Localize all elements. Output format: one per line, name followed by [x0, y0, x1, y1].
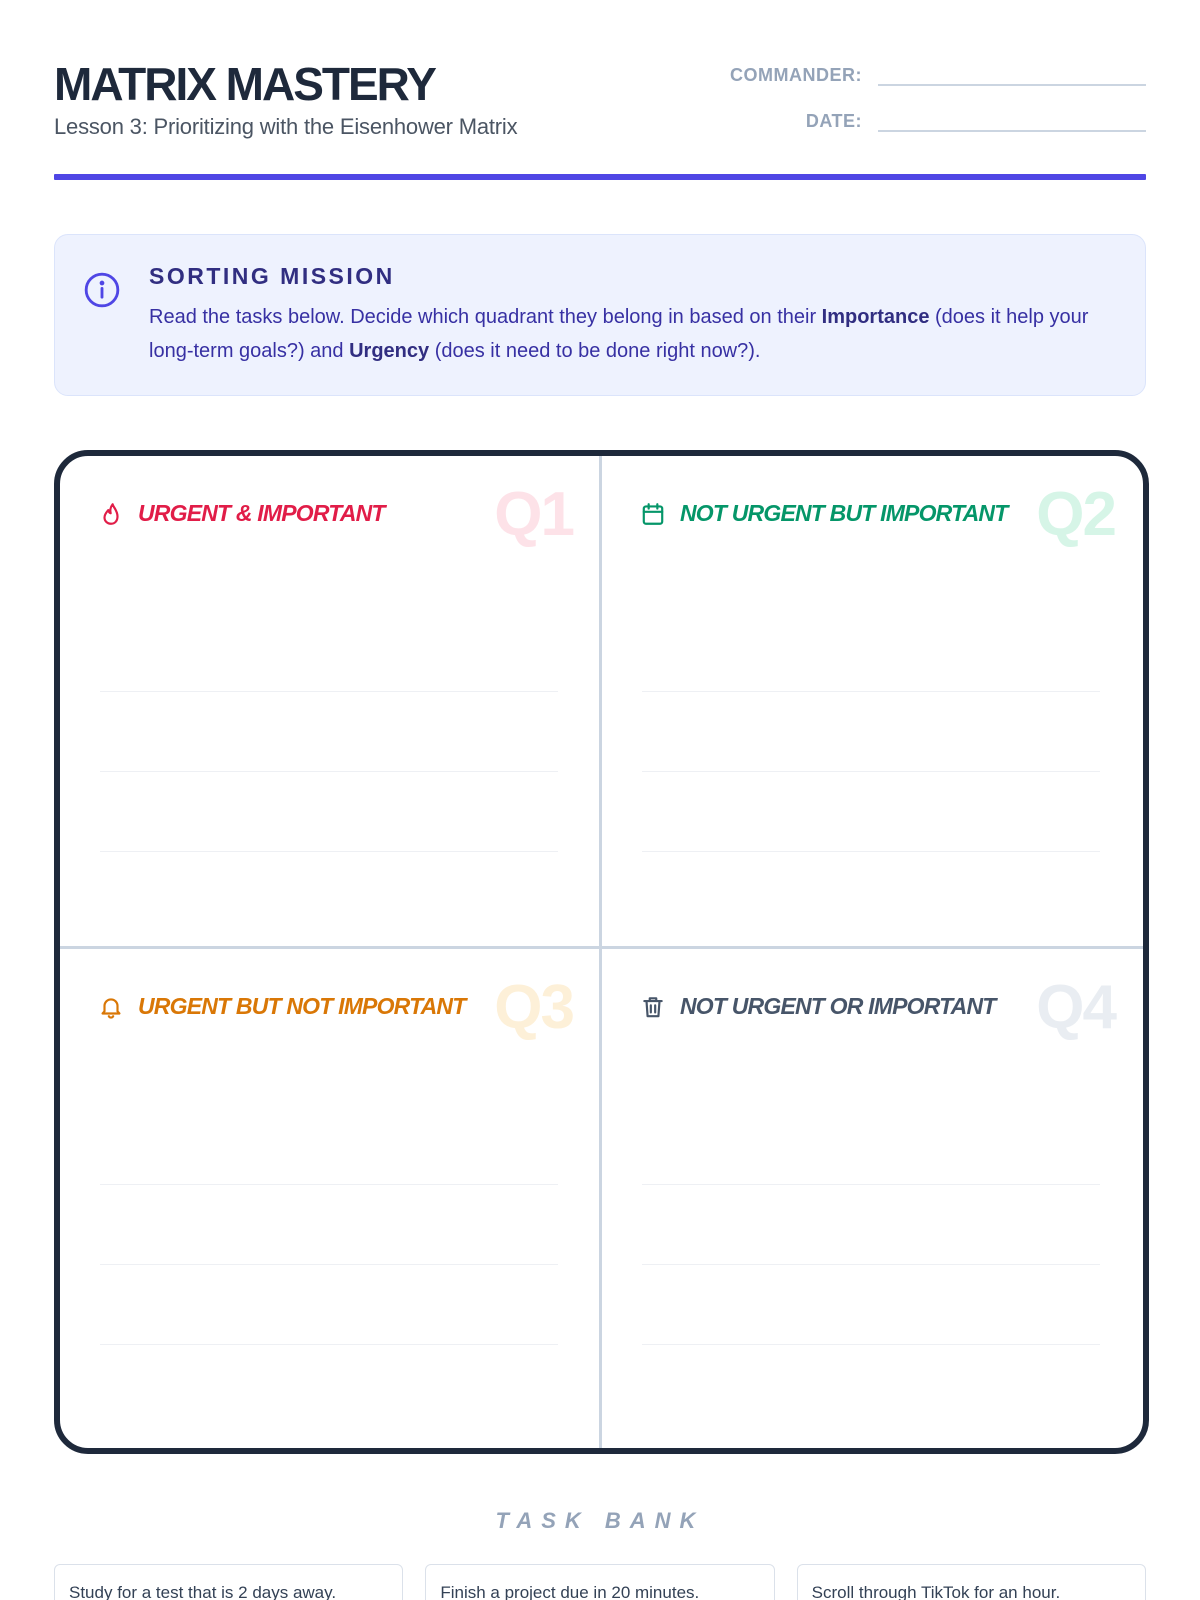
task-card[interactable]: Finish a project due in 20 minutes. [425, 1564, 774, 1600]
quadrant-label: NOT URGENT OR IMPORTANT [680, 993, 996, 1019]
mission-instructions [149, 300, 1105, 368]
quadrant-number: Q4 [1036, 973, 1115, 1042]
writing-line[interactable] [100, 692, 558, 772]
writing-line[interactable] [642, 1105, 1100, 1185]
bell-icon [98, 994, 124, 1020]
trash-icon [640, 994, 666, 1020]
writing-lines [100, 612, 558, 852]
mission-text-part: (does it need to be done right now?). [429, 340, 761, 362]
quadrant-q2[interactable] [602, 456, 1141, 946]
task-bank-title: TASK BANK [495, 1508, 705, 1533]
eisenhower-matrix [54, 450, 1149, 1454]
commander-field[interactable] [878, 58, 1146, 86]
info-icon [83, 271, 121, 309]
quadrant-q1[interactable] [60, 456, 599, 946]
task-card[interactable]: Study for a test that is 2 days away. [54, 1564, 403, 1600]
quadrant-header [98, 993, 466, 1020]
commander-field-row [706, 56, 1146, 86]
mission-title: SORTING MISSION [149, 263, 395, 289]
writing-line[interactable] [100, 772, 558, 852]
date-field-row [706, 102, 1146, 132]
page-title: MATRIX MASTERY [54, 58, 435, 110]
worksheet-header [54, 56, 1146, 182]
quadrant-number: Q3 [494, 973, 573, 1042]
writing-lines [100, 1105, 558, 1345]
urgency-term: Urgency [349, 340, 430, 362]
quadrant-number: Q2 [1036, 480, 1115, 549]
mission-box [54, 234, 1146, 396]
writing-line[interactable] [100, 1105, 558, 1185]
quadrant-label: URGENT BUT NOT IMPORTANT [138, 993, 466, 1019]
writing-line[interactable] [100, 1185, 558, 1265]
writing-line[interactable] [642, 772, 1100, 852]
mission-text-part: Read the tasks below. Decide which quadrant they belong in based on their [149, 306, 822, 328]
writing-lines [642, 612, 1100, 852]
commander-label: COMMANDER: [730, 65, 862, 85]
name-date-fields [706, 56, 1146, 148]
mission-text-part: (does it help your long-term goals?) and [149, 306, 1089, 362]
quadrant-number: Q1 [494, 480, 573, 549]
quadrant-header [640, 500, 1008, 527]
quadrant-label: URGENT & IMPORTANT [138, 500, 385, 526]
date-label: DATE: [805, 111, 862, 131]
flame-icon [98, 501, 124, 527]
task-bank [54, 1564, 1146, 1600]
quadrant-label: NOT URGENT BUT IMPORTANT [680, 500, 1008, 526]
writing-line[interactable] [642, 1265, 1100, 1345]
writing-line[interactable] [100, 1265, 558, 1345]
task-card[interactable]: Scroll through TikTok for an hour. [797, 1564, 1146, 1600]
calendar-icon [640, 501, 666, 527]
quadrant-header [98, 500, 385, 527]
date-field[interactable] [878, 104, 1146, 132]
writing-line[interactable] [642, 1185, 1100, 1265]
writing-line[interactable] [642, 692, 1100, 772]
quadrant-q3[interactable] [60, 949, 599, 1454]
writing-lines [642, 1105, 1100, 1345]
writing-line[interactable] [100, 612, 558, 692]
writing-line[interactable] [642, 612, 1100, 692]
header-divider [54, 174, 1146, 180]
quadrant-q4[interactable] [602, 949, 1141, 1454]
quadrant-header [640, 993, 996, 1020]
importance-term: Importance [821, 306, 930, 328]
page-subtitle: Lesson 3: Prioritizing with the Eisenhower Matrix [54, 114, 518, 139]
